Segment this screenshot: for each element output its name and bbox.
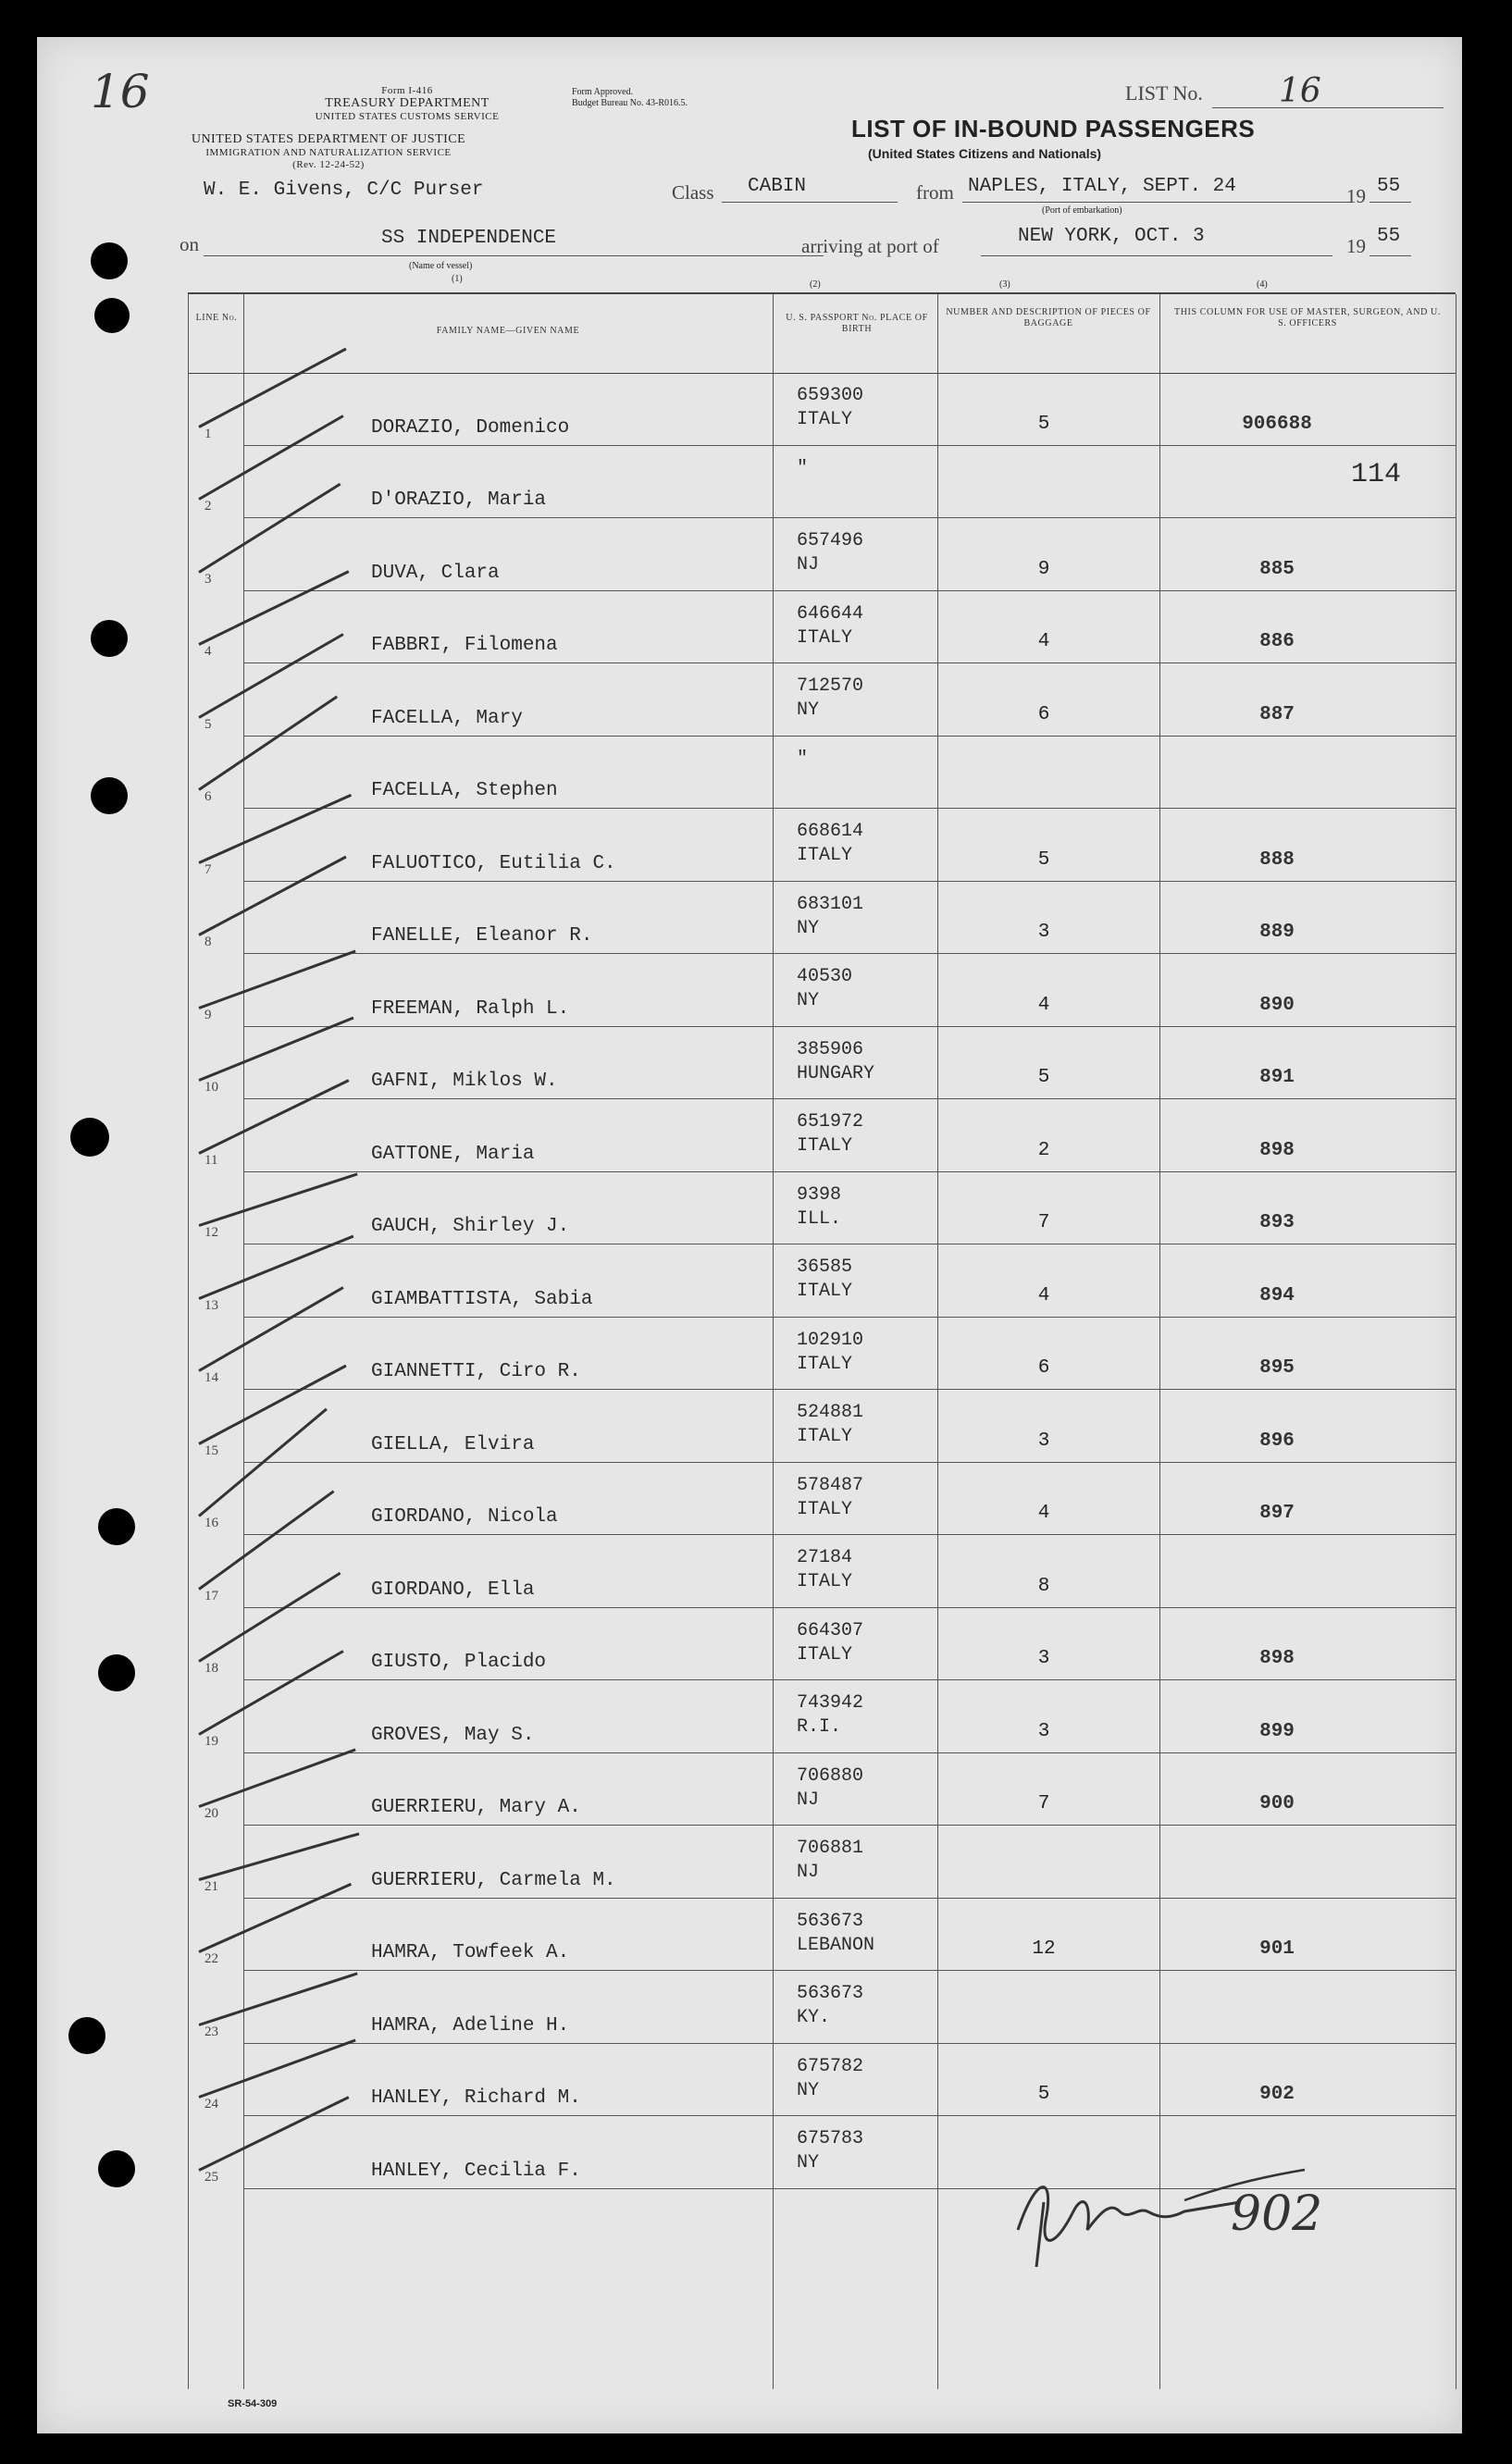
baggage-count: 5 xyxy=(1037,413,1050,435)
place-of-birth: ILL. xyxy=(797,1207,842,1230)
line-number: 1 xyxy=(204,426,212,441)
line-number: 14 xyxy=(204,1370,218,1385)
place-of-birth: ITALY xyxy=(797,845,853,866)
officer-number: 902 xyxy=(1259,2084,1295,2105)
line-number: 5 xyxy=(204,716,212,732)
page-corner-mark: 16 xyxy=(91,65,150,118)
from-value: NAPLES, ITALY, SEPT. 24 xyxy=(968,176,1236,197)
document-sheet xyxy=(37,37,1462,2433)
passport-number: 27184 xyxy=(797,1547,853,1568)
passenger-name: HAMRA, Adeline H. xyxy=(371,2014,570,2037)
passenger-name: GUERRIERU, Mary A. xyxy=(371,1797,581,1818)
passenger-name: GIAMBATTISTA, Sabia xyxy=(371,1288,593,1310)
table-row xyxy=(188,1608,1456,1681)
baggage-count: 5 xyxy=(1037,2084,1050,2105)
place-of-birth: ITALY xyxy=(797,626,853,649)
checkmark-stroke xyxy=(199,1172,358,1226)
line-number: 13 xyxy=(204,1297,218,1313)
place-of-birth: R.I. xyxy=(797,1716,842,1738)
baggage-count: 3 xyxy=(1037,1648,1050,1669)
line-number: 16 xyxy=(204,1516,218,1530)
place-of-birth: ITALY xyxy=(797,1643,853,1665)
line-number: 11 xyxy=(204,1152,218,1168)
passenger-table xyxy=(188,292,1456,2389)
purser: W. E. Givens, C/C Purser xyxy=(204,180,484,201)
page-title: LIST OF IN-BOUND PASSENGERS xyxy=(851,115,1256,142)
table-row xyxy=(188,591,1456,664)
table-row xyxy=(188,1753,1456,1826)
signature xyxy=(999,2119,1397,2276)
svg-text:902: 902 xyxy=(1231,2186,1323,2242)
budget-bureau: Budget Bureau No. 43-R016.5. xyxy=(572,98,688,108)
passenger-name: GIELLA, Elvira xyxy=(371,1433,535,1455)
officer-number: 906688 xyxy=(1242,413,1312,435)
punch-hole xyxy=(98,1508,135,1545)
form-number: Form I-416 xyxy=(381,85,433,96)
passenger-name: FREEMAN, Ralph L. xyxy=(371,997,570,1020)
form-revision: (Rev. 12-24-52) xyxy=(292,159,365,170)
passenger-name: GAUCH, Shirley J. xyxy=(371,1216,570,1237)
table-row xyxy=(188,1244,1456,1318)
line-number: 8 xyxy=(204,935,212,949)
line-number: 17 xyxy=(204,1588,218,1603)
line-number: 21 xyxy=(204,1878,218,1894)
baggage-count: 3 xyxy=(1037,1720,1050,1742)
class-label: Class xyxy=(672,181,714,204)
place-of-birth: ITALY xyxy=(797,1281,853,1302)
col-number-2: (2) xyxy=(810,279,821,290)
passport-number: " xyxy=(797,748,809,770)
punch-hole xyxy=(70,1118,109,1157)
checkmark-stroke xyxy=(198,1749,355,1808)
punch-hole xyxy=(68,2017,105,2054)
arrival-year-prefix: 19 xyxy=(1346,235,1366,257)
checkmark-stroke xyxy=(198,949,355,1009)
passenger-name: HANLEY, Cecilia F. xyxy=(371,2160,581,2182)
passport-number: 524881 xyxy=(797,1402,864,1423)
line-number: 2 xyxy=(204,499,212,514)
baggage-count: 5 xyxy=(1037,1067,1050,1088)
place-of-birth: NY xyxy=(797,2152,820,2173)
place-of-birth: NY xyxy=(797,700,820,721)
table-row xyxy=(188,1390,1456,1463)
line-number: 4 xyxy=(204,644,212,659)
header-line-no: LINE No. xyxy=(195,313,238,323)
passport-number: 712570 xyxy=(797,675,864,697)
table-row xyxy=(188,663,1456,737)
officer-number: 895 xyxy=(1259,1357,1295,1379)
line-number: 25 xyxy=(204,2169,218,2185)
line-number: 20 xyxy=(204,1806,218,1821)
passport-number: 743942 xyxy=(797,1692,864,1714)
officer-number: 888 xyxy=(1259,848,1295,871)
table-row xyxy=(188,1027,1456,1100)
baggage-count: 6 xyxy=(1037,1357,1050,1379)
arriving-label: arriving at port of xyxy=(801,235,939,257)
place-of-birth: ITALY xyxy=(797,1426,853,1447)
passport-number: 657496 xyxy=(797,530,864,551)
line-number: 19 xyxy=(204,1733,218,1749)
year-prefix: 19 xyxy=(1346,185,1366,207)
passenger-name: DORAZIO, Domenico xyxy=(371,416,570,439)
checkmark-stroke xyxy=(198,2039,355,2099)
officer-number: 896 xyxy=(1259,1430,1295,1452)
passenger-name: GAFNI, Miklos W. xyxy=(371,1071,558,1092)
passenger-name: DUVA, Clara xyxy=(371,562,500,584)
baggage-count: 8 xyxy=(1037,1575,1050,1597)
list-no-label: LIST No. xyxy=(1125,81,1203,105)
from-label: from xyxy=(916,181,954,204)
line-number: 23 xyxy=(204,2024,218,2039)
on-label: on xyxy=(180,233,199,255)
checkmark-stroke xyxy=(199,1832,360,1880)
header-officers: THIS COLUMN FOR USE OF MASTER, SURGEON, AND U. S. OFFICERS xyxy=(1174,307,1441,328)
place-of-birth: KY. xyxy=(797,2007,831,2028)
officer-number: 890 xyxy=(1259,994,1295,1016)
table-row xyxy=(188,1899,1456,1972)
officer-number: 899 xyxy=(1259,1720,1295,1742)
place-of-birth: ITALY xyxy=(797,1353,853,1375)
port-embark-note: (Port of embarkation) xyxy=(1042,205,1122,216)
punch-hole xyxy=(98,2150,135,2187)
line-number: 3 xyxy=(204,571,212,587)
place-of-birth: NY xyxy=(797,2079,820,2101)
officer-number: 894 xyxy=(1259,1284,1295,1306)
passenger-name: FACELLA, Mary xyxy=(371,707,523,729)
baggage-count: 4 xyxy=(1037,1503,1050,1524)
vessel-name: SS INDEPENDENCE xyxy=(381,228,557,249)
officer-number: 885 xyxy=(1259,558,1295,580)
officer-number: 889 xyxy=(1259,922,1295,943)
baggage-count: 2 xyxy=(1037,1139,1050,1161)
passport-number: 9398 xyxy=(797,1183,842,1206)
passenger-name: HAMRA, Towfeek A. xyxy=(371,1942,570,1963)
officer-number: 893 xyxy=(1259,1212,1295,1233)
ins-service: IMMIGRATION AND NATURALIZATION SERVICE xyxy=(205,147,452,158)
passenger-name: FANELLE, Eleanor R. xyxy=(371,925,593,947)
officer-number: 897 xyxy=(1259,1503,1295,1524)
table-row xyxy=(188,1971,1456,2044)
page-subtitle: (United States Citizens and Nationals) xyxy=(868,146,1102,161)
col-number-4: (4) xyxy=(1257,279,1268,290)
table-row xyxy=(188,1826,1456,1899)
officer-number: 901 xyxy=(1259,1938,1295,1960)
header-name: FAMILY NAME—GIVEN NAME xyxy=(436,326,580,336)
officer-number: 886 xyxy=(1259,631,1295,652)
passport-number: 563673 xyxy=(797,1910,864,1932)
justice-dept: UNITED STATES DEPARTMENT OF JUSTICE xyxy=(191,132,466,146)
baggage-count: 3 xyxy=(1037,922,1050,943)
line-number: 12 xyxy=(204,1225,218,1240)
line-number: 9 xyxy=(204,1007,212,1022)
punch-hole xyxy=(91,777,128,814)
passenger-name: FALUOTICO, Eutilia C. xyxy=(371,852,616,874)
passport-number: 40530 xyxy=(797,966,853,987)
customs-service: UNITED STATES CUSTOMS SERVICE xyxy=(315,111,500,122)
baggage-count: 12 xyxy=(1032,1938,1056,1960)
line-number: 15 xyxy=(204,1442,218,1458)
checkmark-stroke xyxy=(198,1234,353,1299)
baggage-count: 7 xyxy=(1037,1212,1050,1233)
passenger-name: GATTONE, Maria xyxy=(371,1143,535,1165)
place-of-birth: ITALY xyxy=(797,1571,853,1592)
table-row xyxy=(188,882,1456,955)
line-number: 10 xyxy=(204,1080,218,1095)
baggage-count: 6 xyxy=(1037,703,1050,725)
passenger-name: FABBRI, Filomena xyxy=(371,635,558,656)
place-of-birth: ITALY xyxy=(797,1498,853,1520)
passport-number: 646644 xyxy=(797,602,864,625)
passenger-name: GIORDANO, Nicola xyxy=(371,1506,558,1528)
baggage-count: 4 xyxy=(1037,631,1050,652)
list-no-value: 16 xyxy=(1279,72,1321,110)
baggage-count: 4 xyxy=(1037,994,1050,1016)
place-of-birth: HUNGARY xyxy=(797,1062,875,1084)
table-row xyxy=(188,446,1456,519)
table-row xyxy=(188,737,1456,810)
punch-hole xyxy=(91,620,128,657)
header-baggage: NUMBER AND DESCRIPTION OF PIECES OF BAGGAGE xyxy=(946,307,1151,328)
officer-number: 891 xyxy=(1259,1067,1295,1088)
baggage-count: 3 xyxy=(1037,1430,1050,1452)
passport-number: 664307 xyxy=(797,1619,864,1641)
passport-number: 36585 xyxy=(797,1257,853,1278)
place-of-birth: ITALY xyxy=(797,409,853,430)
line-number: 18 xyxy=(204,1661,218,1676)
passport-number: 659300 xyxy=(797,385,864,406)
form-approved: Form Approved. xyxy=(572,87,634,97)
passport-number: 675783 xyxy=(797,2128,864,2149)
table-row xyxy=(188,1535,1456,1608)
baggage-count: 4 xyxy=(1037,1284,1050,1306)
passenger-name: GIUSTO, Placido xyxy=(371,1652,547,1673)
baggage-count: 7 xyxy=(1037,1793,1050,1814)
passport-number: 102910 xyxy=(797,1329,864,1351)
passport-number: 385906 xyxy=(797,1038,864,1060)
table-row xyxy=(188,1172,1456,1245)
checkmark-stroke xyxy=(198,1017,353,1082)
table-row xyxy=(188,373,1456,446)
vessel-note: (Name of vessel) xyxy=(409,261,473,271)
vessel-col: (1) xyxy=(452,274,463,284)
table-row xyxy=(188,518,1456,591)
place-of-birth: NJ xyxy=(797,1862,820,1883)
passenger-name: GIORDANO, Ella xyxy=(371,1579,535,1601)
place-of-birth: NJ xyxy=(797,1789,820,1811)
place-of-birth: NY xyxy=(797,917,820,939)
officer-number: 898 xyxy=(1259,1139,1295,1161)
table-row xyxy=(188,1680,1456,1753)
table-row xyxy=(188,809,1456,882)
place-of-birth: ITALY xyxy=(797,1135,853,1157)
punch-hole xyxy=(94,298,130,333)
arrival-year: 55 xyxy=(1377,226,1401,247)
passport-number: 675782 xyxy=(797,2055,864,2077)
passport-number: " xyxy=(797,457,809,479)
line-number: 6 xyxy=(204,789,212,804)
col-number-3: (3) xyxy=(999,279,1010,290)
baggage-count: 5 xyxy=(1037,848,1050,871)
passenger-name: HANLEY, Richard M. xyxy=(371,2087,581,2109)
passport-number: 651972 xyxy=(797,1111,864,1133)
treasury-dept: TREASURY DEPARTMENT xyxy=(325,96,490,110)
baggage-count: 9 xyxy=(1037,558,1050,580)
year-value: 55 xyxy=(1377,176,1401,197)
passport-number: 578487 xyxy=(797,1474,864,1496)
margin-number: 114 xyxy=(1351,459,1402,490)
header-passport: U. S. PASSPORT No. PLACE OF BIRTH xyxy=(786,313,928,334)
place-of-birth: NJ xyxy=(797,554,820,576)
form-footer: SR-54-309 xyxy=(228,2398,278,2409)
line-number: 7 xyxy=(204,861,212,877)
punch-hole xyxy=(98,1654,135,1691)
passenger-name: GIANNETTI, Ciro R. xyxy=(371,1361,581,1382)
officer-number: 887 xyxy=(1259,703,1295,725)
officer-number: 898 xyxy=(1259,1648,1295,1669)
checkmark-stroke xyxy=(199,1972,358,2025)
place-of-birth: NY xyxy=(797,990,820,1011)
passenger-name: GROVES, May S. xyxy=(371,1724,535,1746)
table-row xyxy=(188,1318,1456,1391)
passenger-name: D'ORAZIO, Maria xyxy=(371,489,547,511)
table-row xyxy=(188,2044,1456,2117)
class-value: CABIN xyxy=(748,176,807,197)
table-row xyxy=(188,1099,1456,1172)
table-row xyxy=(188,954,1456,1027)
officer-number: 900 xyxy=(1259,1793,1295,1814)
passport-number: 706880 xyxy=(797,1764,864,1787)
table-row xyxy=(188,1463,1456,1536)
arrival-port: NEW YORK, OCT. 3 xyxy=(1018,226,1205,247)
line-number: 24 xyxy=(204,2097,218,2111)
place-of-birth: LEBANON xyxy=(797,1934,875,1956)
table-header xyxy=(188,294,1456,374)
passport-number: 683101 xyxy=(797,893,864,915)
passport-number: 563673 xyxy=(797,1983,864,2004)
passenger-name: FACELLA, Stephen xyxy=(371,780,558,801)
passenger-name: GUERRIERU, Carmela M. xyxy=(371,1869,616,1891)
punch-hole xyxy=(91,242,128,279)
passport-number: 706881 xyxy=(797,1838,864,1859)
line-number: 22 xyxy=(204,1951,218,1966)
passport-number: 668614 xyxy=(797,821,864,842)
